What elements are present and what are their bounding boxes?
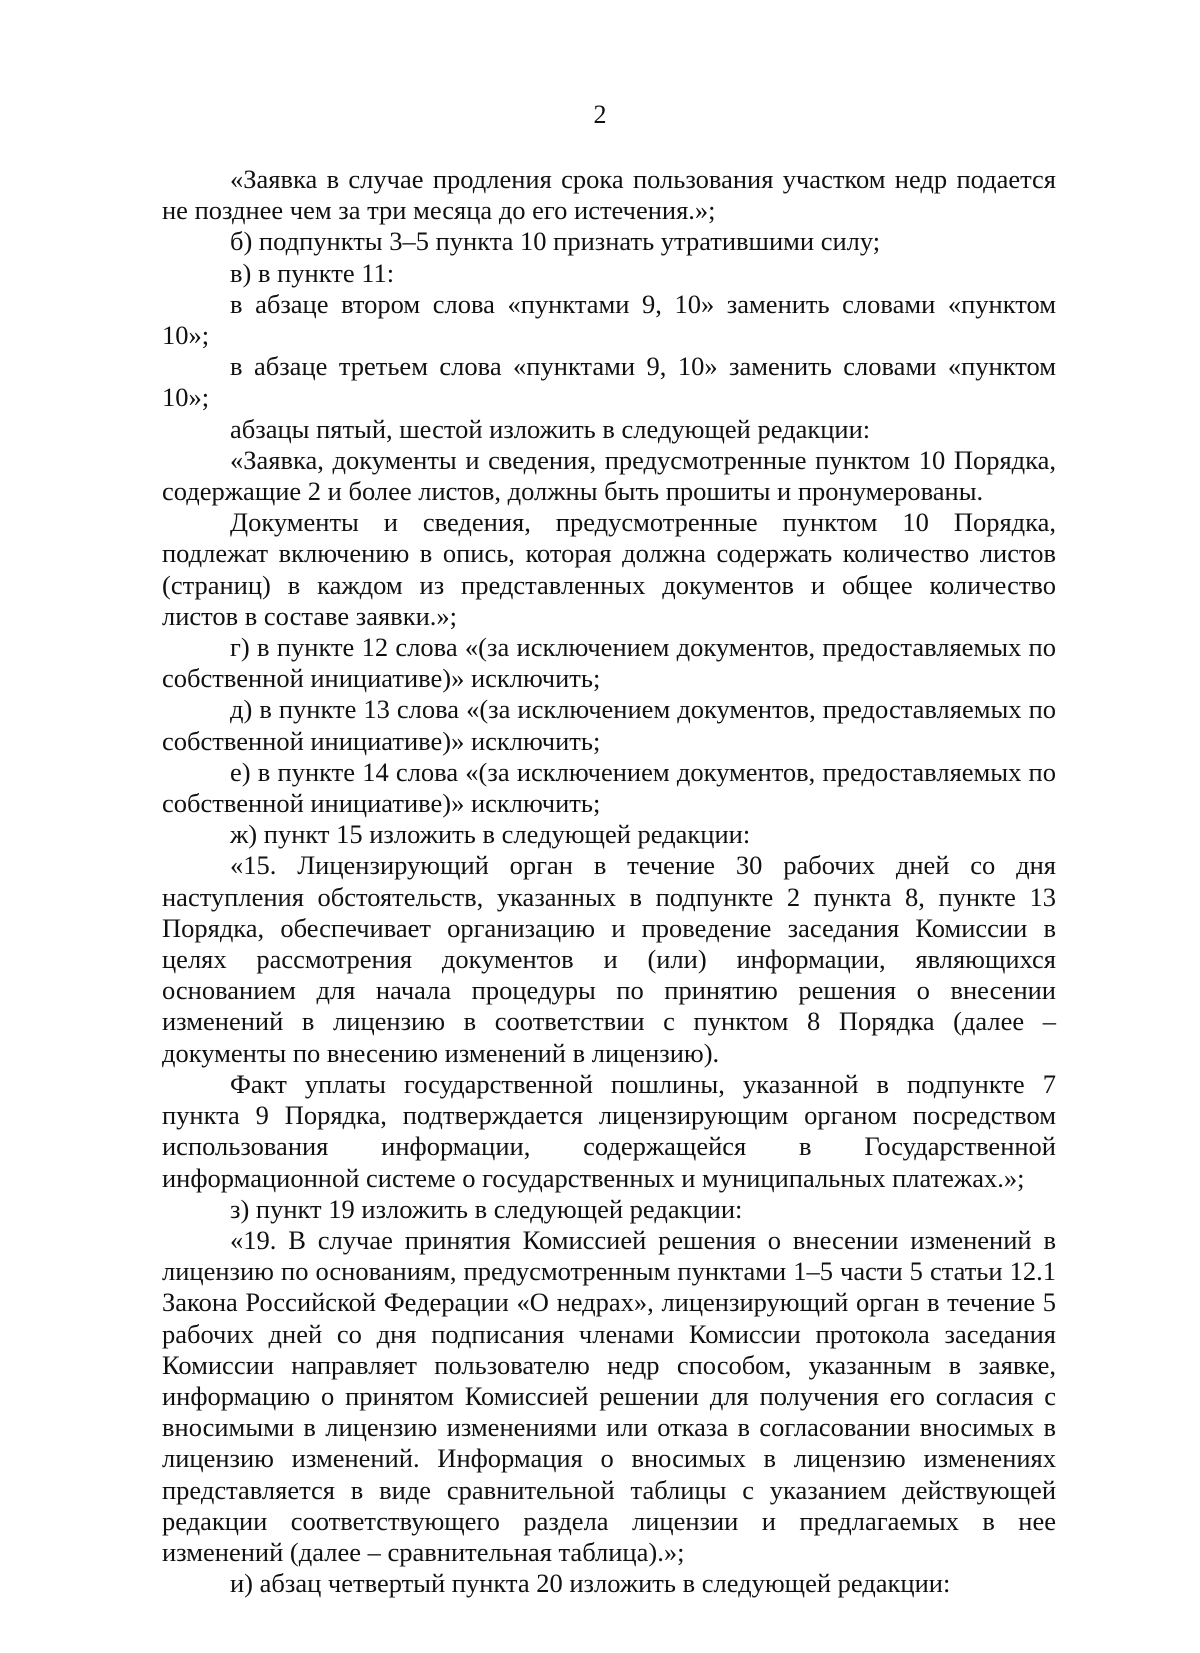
paragraph-item-g: г) в пункте 12 слова «(за исключением документов, предоставляемых по собственной инициативе)» исключить; <box>162 632 1056 694</box>
paragraph-item-d: д) в пункте 13 слова «(за исключением документов, предоставляемых по собственной инициативе)» исключить; <box>162 694 1056 756</box>
page-number: 2 <box>593 100 607 129</box>
paragraph-item-b: б) подпункты 3–5 пункта 10 признать утратившими силу; <box>230 226 881 257</box>
paragraph-second-abzac: в абзаце втором слова «пунктами 9, 10» заменить словами «пунктом 10»; <box>162 288 1056 351</box>
paragraph-item-zh: ж) пункт 15 изложить в следующей редакции: <box>230 819 751 850</box>
paragraph-state-fee: Факт уплаты государственной пошлины, указанной в подпункте 7 пункта 9 Порядка, подтверждается лицензирующим органом посредством использования информации, содержащейся в Государственной информационной системе о государственных и муниципальных платежах.»; <box>162 1068 1056 1193</box>
paragraph-clause-19: «19. В случае принятия Комиссией решения о внесении изменений в лицензию по основаниям, предусмотренным пунктами 1–5 части 5 статьи 12.1 Закона Российской Федерации «О недрах», лицензирующий орган в течение 5 рабочих дней со дня подписания членами Комиссии протокола заседания Комиссии направляет пользователю недр способом, указанным в заявке, информацию о принятом Комиссией решении для получения его согласия с вносимыми в лицензию изменениями или отказа в согласовании вносимых в лицензию изменений. Информация о вносимых в лицензию изменениях представляется в виде сравнительной таблицы с указанием действующей редакции соответствующего раздела лицензии и предлагаемых в нее изменений (далее – сравнительная таблица).»; <box>162 1224 1056 1567</box>
paragraph-fifth-sixth-abzac: абзацы пятый, шестой изложить в следующей редакции: <box>230 413 871 444</box>
paragraph-clause-15: «15. Лицензирующий орган в течение 30 рабочих дней со дня наступления обстоятельств, указанных в подпункте 2 пункта 8, пункте 13 Порядка, обеспечивает организацию и проведение заседания Комиссии в целях рассмотрения документов и (или) информации, являющихся основанием для начала процедуры по принятию решения о внесении изменений в лицензию в соответствии с пунктом 8 Порядка (далее – документы по внесению изменений в лицензию). <box>162 850 1056 1068</box>
paragraph-item-z: з) пункт 19 изложить в следующей редакции: <box>230 1193 743 1224</box>
paragraph-item-i: и) абзац четвертый пункта 20 изложить в следующей редакции: <box>230 1568 951 1599</box>
document-body <box>162 164 1056 1599</box>
paragraph-item-e: е) в пункте 14 слова «(за исключением документов, предоставляемых по собственной инициативе)» исключить; <box>162 756 1056 819</box>
paragraph-application-documents: «Заявка, документы и сведения, предусмотренные пунктом 10 Порядка, содержащие 2 и более листов, должны быть прошиты и пронумерованы. <box>162 444 1056 507</box>
paragraph-third-abzac: в абзаце третьем слова «пунктами 9, 10» заменить словами «пунктом 10»; <box>162 351 1056 413</box>
paragraph-documents-inventory: Документы и сведения, предусмотренные пунктом 10 Порядка, подлежат включению в опись, которая должна содержать количество листов (страниц) в каждом из представленных документов и общее количество листов в составе заявки.»; <box>162 507 1056 631</box>
paragraph-application-deadline: «Заявка в случае продления срока пользования участком недр подается не позднее чем за три месяца до его истечения.»; <box>162 164 1056 226</box>
paragraph-item-v: в) в пункте 11: <box>230 257 395 288</box>
